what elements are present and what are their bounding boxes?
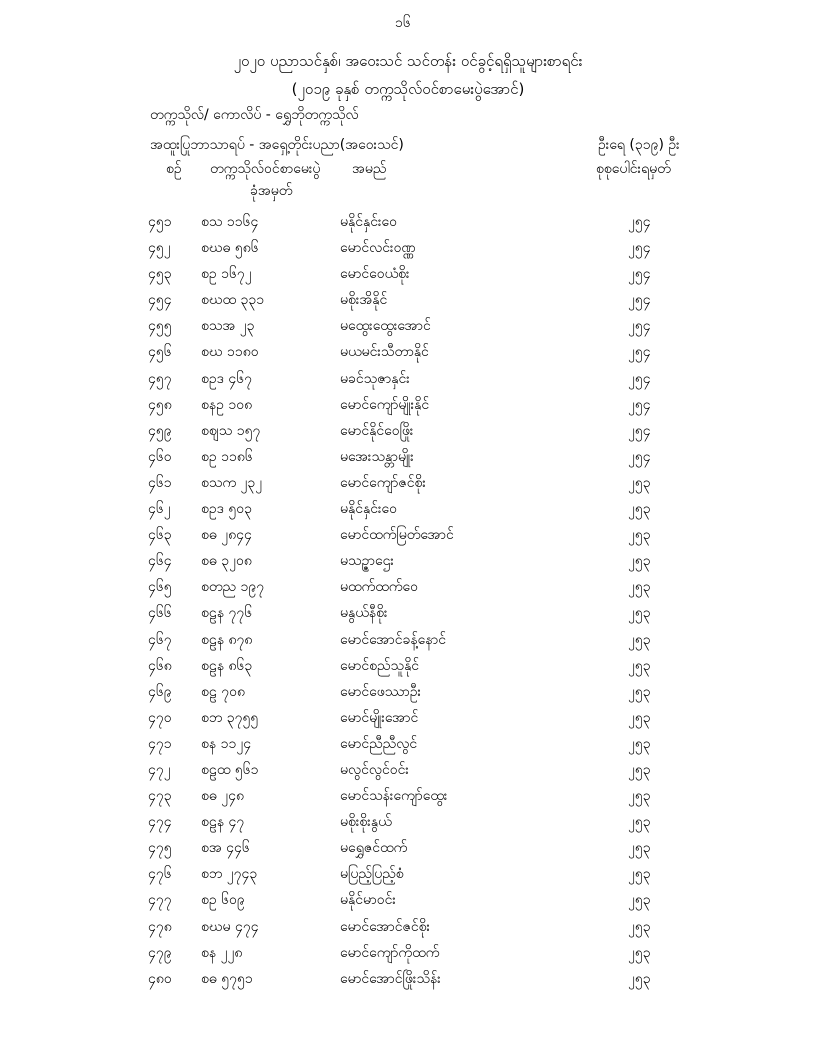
exam-seat-number: စဃထ ၃၃၁ xyxy=(201,292,265,309)
table-row xyxy=(0,914,816,940)
document-title: ၂၀၂၀ ပညာသင်နှစ်၊ အဝေးသင် သင်တန်း ဝင်ခွင့်ရရှိသူများစာရင်း xyxy=(233,52,583,70)
row-number: ၄၆၉ xyxy=(148,683,172,700)
table-row xyxy=(0,548,816,574)
student-name: မထွေးထွေးအောင် xyxy=(340,318,431,335)
exam-seat-number: စန ၂၂၈ xyxy=(201,944,243,961)
table-row xyxy=(0,287,816,313)
table-row xyxy=(0,470,816,496)
total-score: ၂၅၄ xyxy=(628,240,651,257)
exam-seat-number: စဥဒ ၅၀၃ xyxy=(201,501,253,518)
table-row xyxy=(0,235,816,261)
row-number: ၄၇၄ xyxy=(148,814,172,831)
table-row xyxy=(0,940,816,966)
student-name: မပြည့်ပြည့်စံ xyxy=(340,866,404,883)
table-row xyxy=(0,209,816,235)
exam-seat-number: စသအ ၂၃ xyxy=(201,318,255,335)
total-score: ၂၅၃ xyxy=(628,709,651,726)
total-score: ၂၅၃ xyxy=(628,944,651,961)
total-score: ၂၅၄ xyxy=(628,214,651,230)
total-score: ၂၅၃ xyxy=(628,761,651,778)
column-header-no: စဉ် xyxy=(166,161,182,177)
exam-seat-number: စဓ ၂၈၄၄ xyxy=(201,527,252,544)
total-score: ၂၅၃ xyxy=(628,840,651,857)
student-name: မောင်မျိုးအောင် xyxy=(340,709,419,726)
exam-seat-number: စန ၁၁၂၄ xyxy=(201,735,252,752)
column-header-name: အမည် xyxy=(352,161,387,177)
row-number: ၄၇၇ xyxy=(148,892,172,909)
student-name: မောင်ထက်မြတ်အောင် xyxy=(340,527,454,544)
row-number: ၄၆၇ xyxy=(148,631,172,648)
exam-seat-number: စဠန ၇၇၆ xyxy=(201,605,253,622)
exam-seat-number: စဠန ၈၆၃ xyxy=(201,657,253,674)
exam-seat-number: စအ ၄၄၆ xyxy=(201,840,250,857)
total-score: ၂၅၄ xyxy=(628,448,651,465)
row-number: ၄၅၂ xyxy=(148,240,171,257)
exam-seat-number: စနဥ ၁၀၈ xyxy=(201,396,253,413)
row-number: ၄၇၃ xyxy=(148,788,172,805)
total-score: ၂၅၄ xyxy=(628,370,651,387)
row-number: ၄၅၅ xyxy=(148,318,172,335)
total-score: ၂၅၃ xyxy=(628,605,651,622)
student-name: မောင်အောင်ခန့်နောင် xyxy=(340,631,447,648)
student-name: မောင်ကျော်ကိုထက် xyxy=(340,944,440,961)
total-score: ၂၅၃ xyxy=(628,892,651,909)
student-name: မနွယ်နီစိုး xyxy=(340,605,388,622)
total-score: ၂၅၄ xyxy=(628,292,651,309)
student-name: မနိုင်နှင်းဝေ xyxy=(340,501,398,518)
column-header-exam-sub: ခုံအမှတ် xyxy=(250,183,293,199)
results-table xyxy=(0,209,816,992)
table-row xyxy=(0,444,816,470)
student-name: မအေးသန္တာမျိုး xyxy=(340,448,414,465)
table-row xyxy=(0,627,816,653)
total-score: ၂၅၃ xyxy=(628,579,651,596)
row-number: ၄၇၉ xyxy=(148,944,172,961)
student-name: မောင်ကျော်မျိုးနိုင် xyxy=(340,396,430,413)
student-name: မခင်သုဇာနှင်း xyxy=(340,370,410,387)
row-number: ၄၇၈ xyxy=(148,918,172,935)
row-number: ၄၅၃ xyxy=(148,266,172,283)
student-name: မနိုင်နှင်းဝေ xyxy=(340,214,398,230)
table-row xyxy=(0,783,816,809)
student-name: မသဥ္ဇာဌေး xyxy=(340,553,394,570)
total-score: ၂၅၃ xyxy=(628,866,651,883)
student-name: မောင်နိုင်ဝေဖြိုး xyxy=(340,422,414,439)
total-score: ၂၅၃ xyxy=(628,814,651,831)
student-name: မထက်ထက်ဝေ xyxy=(340,579,418,596)
exam-seat-number: စသ ၁၁၆၄ xyxy=(201,214,259,230)
table-row xyxy=(0,522,816,548)
row-number: ၄၅၆ xyxy=(148,344,172,361)
student-name: မရွှေဇင်ထက် xyxy=(340,840,408,857)
row-number: ၄၅၁ xyxy=(148,214,172,230)
student-name: မစိုးအိနိုင် xyxy=(340,292,388,309)
exam-seat-number: စဘ ၂၇၄၃ xyxy=(201,866,258,883)
exam-seat-number: စဥဒ ၄၆၇ xyxy=(201,370,253,387)
row-number: ၄၅၈ xyxy=(148,396,172,413)
exam-seat-number: စဥ ၁၁၈၆ xyxy=(201,448,253,465)
student-name: မောင်သန်းကျော်ထွေး xyxy=(340,788,448,805)
student-name: မောင်အောင်ဖြိုးသိန်း xyxy=(340,970,441,987)
row-number: ၄၇၂ xyxy=(148,761,171,778)
total-score: ၂၅၃ xyxy=(628,527,651,544)
exam-seat-number: စဃ ၁၁၈၀ xyxy=(201,344,259,361)
table-row xyxy=(0,313,816,339)
table-row xyxy=(0,418,816,444)
exam-seat-number: စဃမ ၄၇၄ xyxy=(201,918,259,935)
student-name: မောင်လင်းဝဏ္ဏ xyxy=(340,240,416,257)
table-row xyxy=(0,392,816,418)
total-score: ၂၅၄ xyxy=(628,396,651,413)
exam-seat-number: စဥ ၆၀၉ xyxy=(201,892,245,909)
row-number: ၄၆၆ xyxy=(148,605,172,622)
table-row xyxy=(0,339,816,365)
row-number: ၄၅၄ xyxy=(148,292,172,309)
student-count: ဦးရေ (၃၁၉) ဦး xyxy=(598,137,680,153)
total-score: ၂၅၃ xyxy=(628,501,651,518)
table-row xyxy=(0,757,816,783)
page-number: ၁၆ xyxy=(395,15,411,31)
exam-seat-number: စဃဓ ၅၈၆ xyxy=(201,240,259,257)
table-row xyxy=(0,705,816,731)
student-name: မယမင်းသီတာနိုင် xyxy=(340,344,429,361)
table-row xyxy=(0,653,816,679)
row-number: ၄၆၂ xyxy=(148,501,171,518)
exam-seat-number: စသက ၂၃၂ xyxy=(201,474,263,491)
total-score: ၂၅၄ xyxy=(628,422,651,439)
row-number: ၄၇၁ xyxy=(148,735,172,752)
table-row xyxy=(0,574,816,600)
table-row xyxy=(0,366,816,392)
row-number: ၄၆၃ xyxy=(148,527,172,544)
student-name: မောင်ဝေယံစိုး xyxy=(340,266,410,283)
row-number: ၄၆၄ xyxy=(148,553,172,570)
exam-seat-number: စတည ၁၉၇ xyxy=(201,579,265,596)
student-name: မနိုင်မာဝင်း xyxy=(340,892,396,909)
exam-seat-number: စဓ ၃၂၀၈ xyxy=(201,553,252,570)
exam-seat-number: စဈသ ၁၅၇ xyxy=(201,422,261,439)
row-number: ၄၇၆ xyxy=(148,866,172,883)
table-row xyxy=(0,966,816,992)
total-score: ၂၅၃ xyxy=(628,735,651,752)
total-score: ၂၅၃ xyxy=(628,918,651,935)
row-number: ၄၅၉ xyxy=(148,422,172,439)
table-row xyxy=(0,809,816,835)
total-score: ၂၅၃ xyxy=(628,474,651,491)
row-number: ၄၆၈ xyxy=(148,657,172,674)
exam-seat-number: စဓ ၂၄၈ xyxy=(201,788,244,805)
student-name: မလွင်လွင်ဝင်း xyxy=(340,761,409,778)
row-number: ၄၇၀ xyxy=(148,709,172,726)
exam-seat-number: စဠန ၄၇ xyxy=(201,814,245,831)
university-line: တက္ကသိုလ်/ ကောလိပ် - ရွှေဘိုတက္ကသိုလ် xyxy=(150,107,359,123)
exam-seat-number: စဓ ၅၇၅၁ xyxy=(201,970,253,987)
row-number: ၄၇၅ xyxy=(148,840,172,857)
table-row xyxy=(0,261,816,287)
table-row xyxy=(0,679,816,705)
row-number: ၄၈၀ xyxy=(148,970,172,987)
exam-seat-number: စဘ ၃၇၅၅ xyxy=(201,709,259,726)
exam-seat-number: စဠန ၈၇၈ xyxy=(201,631,253,648)
exam-seat-number: စဠ ၇၀၈ xyxy=(201,683,246,700)
total-score: ၂၅၃ xyxy=(628,657,651,674)
table-row xyxy=(0,496,816,522)
total-score: ၂၅၄ xyxy=(628,318,651,335)
table-row xyxy=(0,835,816,861)
table-row xyxy=(0,600,816,626)
student-name: မစိုးစိုးနွယ် xyxy=(340,814,392,831)
total-score: ၂၅၃ xyxy=(628,553,651,570)
total-score: ၂၅၃ xyxy=(628,631,651,648)
exam-seat-number: စဠထ ၅၆၁ xyxy=(201,761,259,778)
column-header-total: စုစုပေါင်းရမှတ် xyxy=(596,161,671,177)
student-name: မောင်စည်သူနိုင် xyxy=(340,657,420,674)
document-subtitle: (၂၀၁၉ ခုနှစ် တက္ကသိုလ်ဝင်စာမေးပွဲအောင်) xyxy=(291,80,525,98)
total-score: ၂၅၄ xyxy=(628,266,651,283)
student-name: မောင်ညီညီလွင် xyxy=(340,735,418,752)
exam-seat-number: စဥ ၁၆၇၂ xyxy=(201,266,252,283)
total-score: ၂၅၄ xyxy=(628,344,651,361)
total-score: ၂၅၃ xyxy=(628,788,651,805)
row-number: ၄၆၁ xyxy=(148,474,172,491)
table-row xyxy=(0,887,816,913)
total-score: ၂၅၃ xyxy=(628,970,651,987)
student-name: မောင်အောင်ဇင်စိုး xyxy=(340,918,431,935)
row-number: ၄၆၅ xyxy=(148,579,172,596)
total-score: ၂၅၃ xyxy=(628,683,651,700)
student-name: မောင်ကျော်ဇင်စိုး xyxy=(340,474,426,491)
specialization-line: အထူးပြုဘာသာရပ် - အရှေ့တိုင်းပညာ(အဝေးသင်) xyxy=(150,137,404,153)
table-row xyxy=(0,861,816,887)
table-row xyxy=(0,731,816,757)
row-number: ၄၆၀ xyxy=(148,448,172,465)
row-number: ၄၅၇ xyxy=(148,370,172,387)
column-header-exam: တက္ကသိုလ်ဝင်စာမေးပွဲ xyxy=(210,161,321,177)
student-name: မောင်ဖေဿာဦး xyxy=(340,683,422,700)
